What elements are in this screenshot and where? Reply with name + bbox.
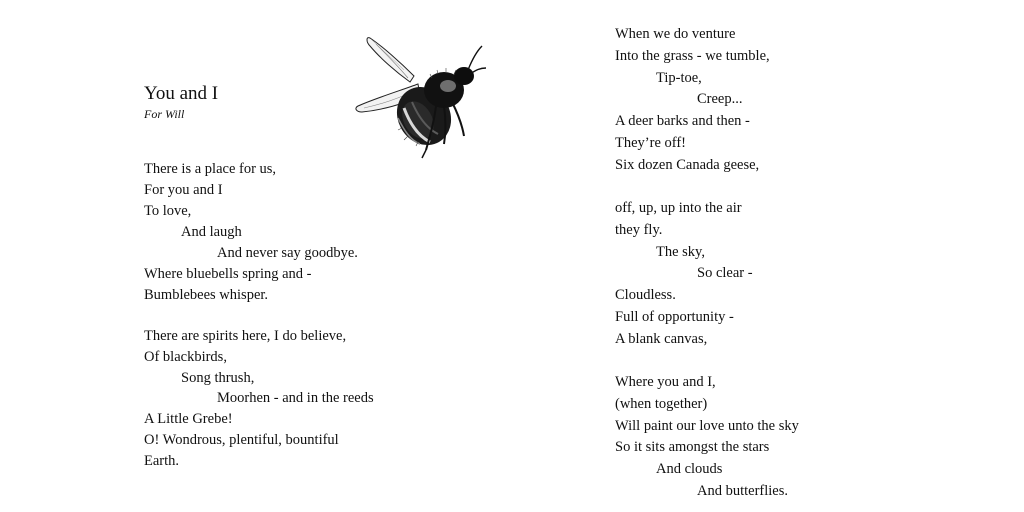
- poem-line: Creep...: [697, 91, 743, 107]
- poem-line: (when together): [615, 396, 708, 412]
- poem-title: You and I: [144, 83, 219, 104]
- poem-line: Song thrush,: [181, 370, 255, 386]
- poem-line: Of blackbirds,: [144, 349, 227, 365]
- poem-line: And clouds: [656, 461, 723, 477]
- poem-dedication: For Will: [144, 107, 185, 121]
- poem-line: Tip-toe,: [656, 70, 702, 86]
- poem-line: When we do venture: [615, 26, 736, 42]
- poem-line: off, up, up into the air: [615, 200, 742, 216]
- poem-line: So it sits amongst the stars: [615, 439, 770, 455]
- poem-line: They’re off!: [615, 135, 686, 151]
- poem-line: Six dozen Canada geese,: [615, 157, 760, 173]
- poem-line: Cloudless.: [615, 287, 676, 303]
- poem-line: There are spirits here, I do believe,: [144, 328, 347, 344]
- poem-line: And never say goodbye.: [217, 245, 358, 261]
- poem-line: Where bluebells spring and -: [144, 266, 312, 282]
- poem-line: Full of opportunity -: [615, 309, 734, 325]
- poem-line: So clear -: [697, 265, 753, 281]
- poem-line: O! Wondrous, plentiful, bountiful: [144, 432, 339, 448]
- poem-line: For you and I: [144, 182, 223, 198]
- poem-line: And laugh: [181, 224, 242, 240]
- poem-line: Moorhen - and in the reeds: [217, 390, 374, 406]
- bumblebee-icon: [352, 32, 488, 164]
- poem-line: Will paint our love unto the sky: [615, 418, 799, 434]
- poem-line: they fly.: [615, 222, 663, 238]
- poem-line: Where you and I,: [615, 374, 716, 390]
- poem-line: And butterflies.: [697, 483, 789, 499]
- poem-line: A deer barks and then -: [615, 113, 750, 129]
- poem-line: The sky,: [656, 244, 705, 260]
- poem-line: To love,: [144, 203, 192, 219]
- poem-line: Into the grass - we tumble,: [615, 48, 770, 64]
- poem-line: Bumblebees whisper.: [144, 287, 269, 303]
- poem-line: Earth.: [144, 453, 180, 469]
- poem-line: A Little Grebe!: [144, 411, 233, 427]
- poem-line: There is a place for us,: [144, 161, 277, 177]
- poem-line: A blank canvas,: [615, 331, 708, 347]
